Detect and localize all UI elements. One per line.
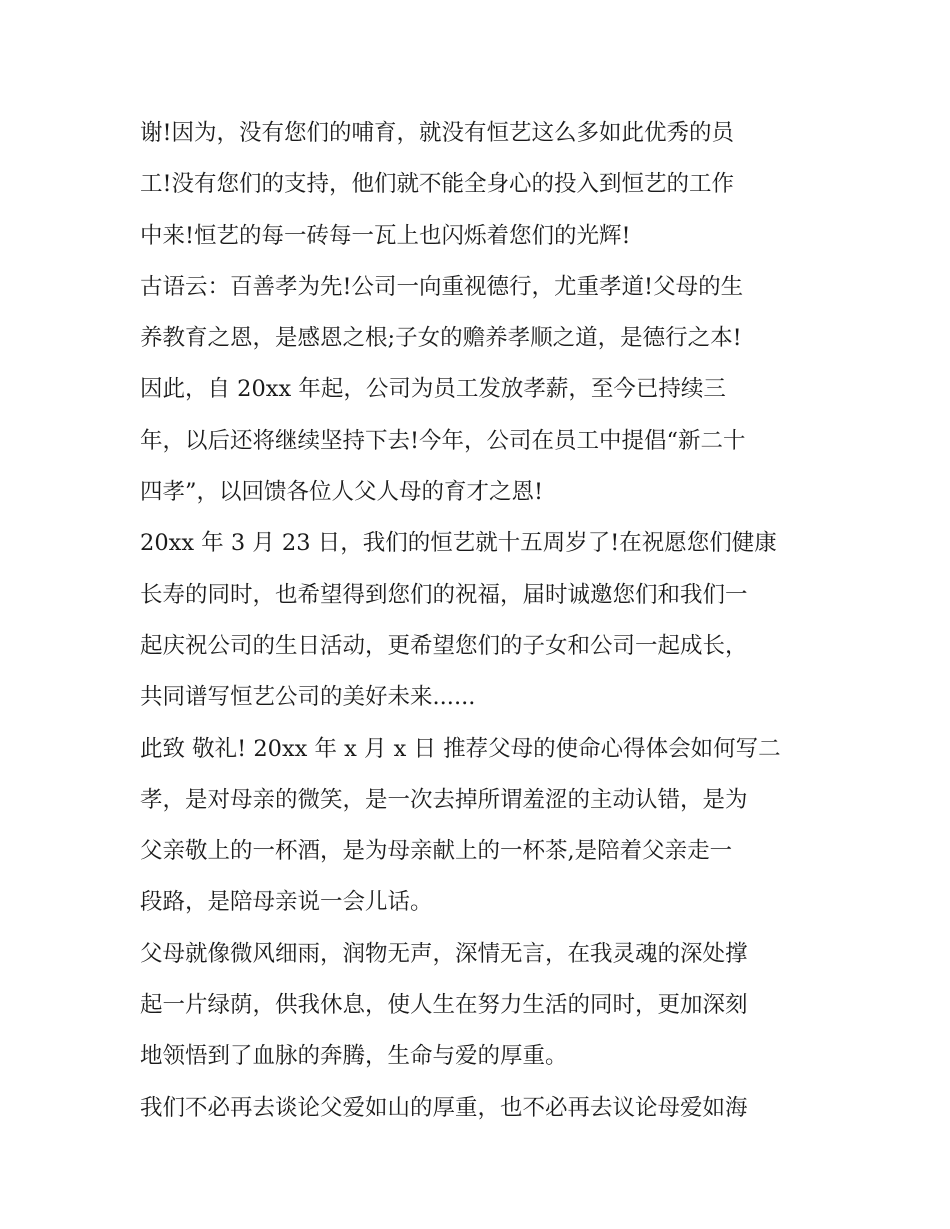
text-line: 因此，自 20xx 年起，公司为员工发放孝薪，至今已持续三 (140, 376, 726, 403)
text-line: 古语云：百善孝为先!公司一向重视德行，尤重孝道!父母的生 (140, 273, 744, 300)
text-line: 起一片绿荫，供我休息，使人生在努力生活的同时，更加深刻 (140, 992, 748, 1019)
text-line: 此致 敬礼! 20xx 年 x 月 x 日 推荐父母的使命心得体会如何写二 (140, 735, 781, 762)
text-line: 年，以后还将继续坚持下去!今年，公司在员工中提倡“新二十 (140, 427, 746, 454)
text-line: 父亲敬上的一杯酒，是为母亲献上的一杯茶,是陪着父亲走一 (140, 838, 733, 865)
text-line: 孝，是对母亲的微笑，是一次去掉所谓羞涩的主动认错，是为 (140, 786, 748, 813)
text-line: 共同谱写恒艺公司的美好未来...... (140, 684, 476, 711)
text-line: 20xx 年 3 月 23 日，我们的恒艺就十五周岁了!在祝愿您们健康 (140, 530, 777, 557)
text-line: 养教育之恩，是感恩之根;子女的赡养孝顺之道，是德行之本! (140, 325, 742, 352)
text-line: 我们不必再去谈论父爱如山的厚重，也不必再去议论母爱如海 (140, 1094, 748, 1121)
text-line: 工!没有您们的支持，他们就不能全身心的投入到恒艺的工作 (140, 171, 735, 198)
text-line: 中来!恒艺的每一砖每一瓦上也闪烁着您们的光辉! (140, 222, 631, 249)
document-body (140, 108, 820, 1134)
text-line: 父母就像微风细雨，润物无声，深情无言，在我灵魂的深处撑 (140, 940, 748, 967)
text-line: 长寿的同时，也希望得到您们的祝福，届时诚邀您们和我们一 (140, 581, 748, 608)
text-line: 段路，是陪母亲说一会儿话。 (140, 889, 433, 916)
text-line: 谢!因为，没有您们的哺育，就没有恒艺这么多如此优秀的员 (140, 120, 735, 146)
text-line: 起庆祝公司的生日活动，更希望您们的子女和公司一起成长， (140, 632, 748, 659)
text-line: 四孝”，以回馈各位人父人母的育才之恩! (140, 479, 544, 506)
text-line: 地领悟到了血脉的奔腾，生命与爱的厚重。 (140, 1043, 568, 1070)
